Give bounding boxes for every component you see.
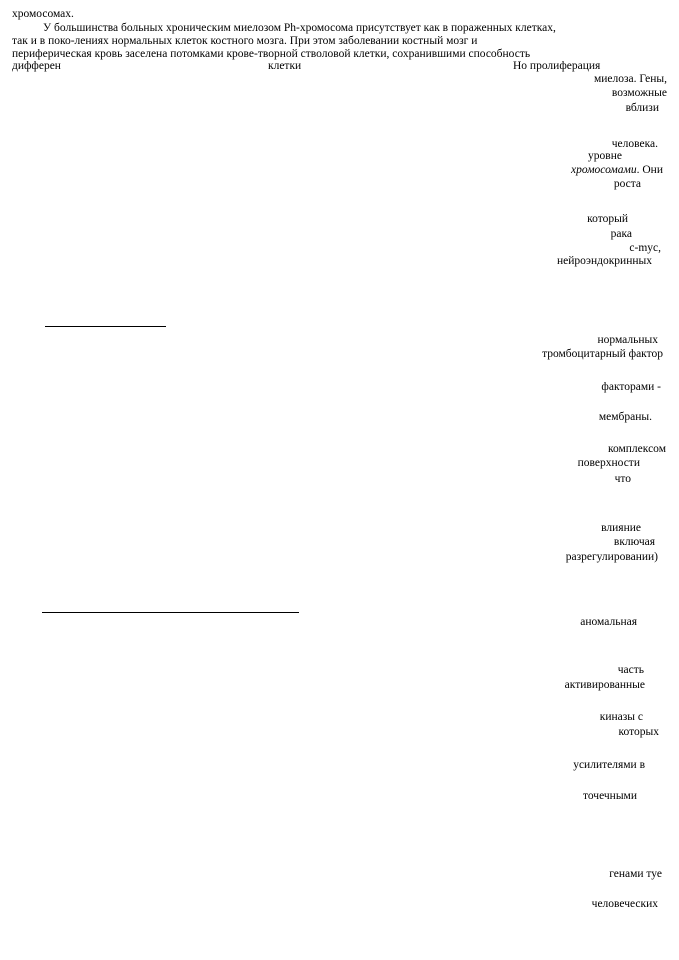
text-fragment: человека. <box>611 138 658 150</box>
text-italic: хромосомами <box>571 164 637 176</box>
text-fragment: Но пролиферация <box>513 60 601 72</box>
text-fragment: дифферен <box>12 60 61 72</box>
text-fragment: аномальная <box>580 616 637 628</box>
text-fragment: разрегулировании) <box>565 551 658 563</box>
text-fragment: который <box>587 213 628 225</box>
text-fragment: активированные <box>564 679 645 691</box>
text-fragment: усилителями в <box>573 759 645 771</box>
text-fragment: мембраны. <box>598 411 652 423</box>
text-fragment: поверхности <box>577 457 640 469</box>
text-fragment: человеческих <box>591 898 658 910</box>
text-fragment: факторами - <box>601 381 661 393</box>
text-line: так и в поко-лениях нормальных клеток костного мозга. При этом заболевании костный мозг и <box>12 35 478 47</box>
text-fragment: комплексом <box>607 443 666 455</box>
text-fragment: роста <box>613 178 641 190</box>
text-line: периферическая кровь заселена потомками крове-творной стволовой клетки, сохранившими способность <box>12 48 531 60</box>
footnote-rule <box>45 326 166 327</box>
text-fragment: нормальных <box>597 334 658 346</box>
text-fragment: влияние <box>601 522 641 534</box>
text-fragment: вблизи <box>625 102 659 114</box>
paragraph-first-line: У большинства больных хроническим миелозом Ph-хромосома присутствует как в пораженных клетках, <box>43 22 556 34</box>
text-fragment: миелоза. Гены, <box>593 73 667 85</box>
text-fragment: киназы с <box>599 711 643 723</box>
text-fragment: тромбоцитарный фактор <box>542 348 663 360</box>
text-fragment: хромосомами. Они <box>571 164 663 176</box>
footnote-rule <box>42 612 299 613</box>
text-fragment: уровне <box>588 150 622 162</box>
text-fragment: часть <box>617 664 644 676</box>
text-fragment: нейроэндокринных <box>556 255 652 267</box>
text-fragment: которых <box>618 726 659 738</box>
text-fragment: клетки <box>268 60 302 72</box>
text-fragment: что <box>614 473 631 485</box>
text-fragment: возможные <box>611 87 667 99</box>
text-fragment: c-myc, <box>629 242 661 254</box>
text-fragment: включая <box>613 536 655 548</box>
text-fragment: генами туе <box>609 868 662 880</box>
text-fragment: рака <box>610 228 632 240</box>
text-line: хромосомах. <box>12 8 74 20</box>
text-fragment: точечными <box>582 790 637 802</box>
